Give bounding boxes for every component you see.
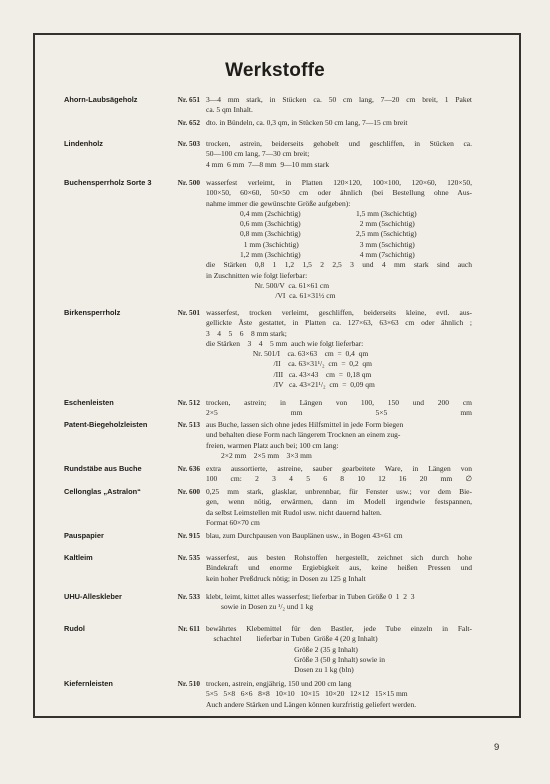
material-description: [206, 178, 472, 302]
thickness-option: 1,5 mm (3schichtig): [356, 208, 417, 218]
description-line: /IV ca. 43×21¹/₂ cm = 0,09 qm: [206, 380, 375, 390]
material-description: [206, 487, 472, 528]
material-entry: [64, 531, 472, 541]
material-entry: [64, 553, 472, 584]
description-line: trocken, astrein; in Längen von 100, 150 und 200 cm: [206, 398, 472, 407]
description-line: trocken, astrein, engjährig, 150 und 200 cm lang: [206, 679, 352, 688]
article-number: Nr. 600: [177, 487, 200, 496]
article-number: Nr. 512: [177, 398, 200, 407]
description-line: gellickte Äste gestattet, in Platten ca. 127×63, 63×63 cm oder ähnlich ;: [206, 318, 472, 328]
article-number: Nr. 501: [177, 308, 200, 317]
thickness-option: 1 mm (3schichtig): [240, 239, 299, 249]
material-entry: [64, 487, 472, 528]
description-line: nahme immer die gewünschte Größe aufgeben):: [206, 198, 351, 208]
material-entry: [64, 592, 472, 613]
page-title: Werkstoffe: [225, 60, 325, 81]
thickness-option: 4 mm (7schichtig): [356, 250, 415, 260]
description-line: freien, warmen Platz auch bei; 100 cm lang:: [206, 440, 339, 450]
material-entry: [64, 420, 472, 461]
description-line: sowie in Dosen zu ¹/₂ und 1 kg: [206, 602, 314, 612]
material-entry: [64, 95, 472, 116]
material-name: Patent-Biegeholzleisten: [64, 420, 148, 429]
description-line: in Zuschnitten wie folgt lieferbar:: [206, 270, 308, 280]
description-line: 5×5 5×8 6×6 8×8 10×10 10×15 10×20 12×12 15×15 mm: [206, 689, 408, 699]
material-name: Lindenholz: [64, 139, 103, 148]
material-entry: [64, 679, 472, 710]
material-name: UHU-Alleskleber: [64, 592, 122, 601]
description-line: Größe 2 (35 g Inhalt): [206, 644, 358, 654]
article-number: Nr. 652: [177, 118, 200, 127]
material-description: [206, 464, 472, 485]
description-line: Format 60×70 cm: [206, 517, 260, 527]
page-number: 9: [494, 742, 500, 753]
description-line: 3—4 mm stark, in Stücken ca. 50 cm lang, 7—20 cm breit, 1 Paket: [206, 95, 472, 104]
material-entry: [64, 624, 472, 675]
material-entry: [64, 308, 472, 390]
material-entry: [64, 178, 472, 302]
description-line: Nr. 500/V ca. 61×61 cm: [206, 280, 330, 290]
material-name: Eschenleisten: [64, 398, 114, 407]
article-number: Nr. 915: [177, 531, 200, 540]
article-number: Nr. 500: [177, 178, 200, 187]
description-line: die Stärken 0,8 1 1,2 1,5 2 2,5 3 und 4 mm stark sind auch: [206, 260, 472, 270]
article-number: Nr. 535: [177, 553, 200, 562]
thickness-option: 0,8 mm (3schichtig): [240, 229, 301, 239]
description-line: wasserfest, trocken verleimt, geschliffen, beiderseits kleine, evtl. aus-: [206, 308, 472, 317]
description-line: aus Buche, lassen sich ohne jedes Hilfsmittel in jede Form biegen: [206, 420, 404, 429]
material-name: Buchensperrholz Sorte 3: [64, 178, 152, 187]
material-entry: [64, 118, 472, 128]
material-description: [206, 679, 472, 710]
material-description: [206, 624, 472, 675]
material-name: Kaltleim: [64, 553, 93, 562]
description-line: 0,25 mm stark, glasklar, unbrennbar, für Fenster usw.; vor dem Bie-: [206, 487, 472, 496]
material-description: [206, 95, 472, 116]
description-line: dto. in Bündeln, ca. 0,3 qm, in Stücken 50 cm lang, 7—15 cm breit: [206, 118, 408, 127]
thickness-row: [206, 229, 472, 239]
description-line: da selbst Leimstellen mit Rudol usw. nicht dauernd halten.: [206, 507, 382, 517]
material-description: [206, 118, 472, 128]
description-line: und behalten diese Form nach längerem Trocknen an einem zug-: [206, 430, 401, 440]
description-line: 4 mm 6 mm 7—8 mm 9—10 mm stark: [206, 159, 330, 169]
description-line: /II ca. 63×31¹/₂ cm = 0,2 qm: [206, 359, 373, 369]
article-number: Nr. 513: [177, 420, 200, 429]
material-name: Cellonglas „Astralon“: [64, 487, 141, 496]
thickness-option: 0,6 mm (3schichtig): [240, 219, 301, 229]
thickness-row: [206, 240, 472, 250]
description-line: 2×5 mm 5×5 mm: [206, 408, 472, 418]
description-line: gen, wenn nötig, erwärmen, dann im Modell irgendwie festspannen,: [206, 497, 472, 507]
description-line: /III ca. 43×43 cm = 0,18 qm: [206, 369, 372, 379]
material-entry: [64, 398, 472, 419]
description-line: wasserfest, aus besten Rohstoffen hergestellt, zeichnet sich durch hohe: [206, 553, 472, 562]
material-description: [206, 531, 472, 541]
description-line: trocken, astrein, beiderseits gehobelt und geschliffen, in Stücken ca.: [206, 139, 472, 148]
thickness-option: 3 mm (5schichtig): [356, 239, 415, 249]
description-line: ca. 5 qm Inhalt.: [206, 105, 253, 115]
material-name: Ahorn-Laubsägeholz: [64, 95, 138, 104]
description-line: die Stärken 3 4 5 mm auch wie folgt lieferbar:: [206, 338, 364, 348]
description-line: 50—100 cm lang, 7—30 cm breit;: [206, 149, 310, 159]
description-line: wasserfest verleimt, in Platten 120×120, 100×100, 120×60, 120×50,: [206, 178, 472, 187]
description-line: Bindekraft und enorme Ergiebigkeit aus, keine heißen Pressen und: [206, 563, 472, 573]
material-description: [206, 308, 472, 390]
material-name: Birkensperrholz: [64, 308, 121, 317]
article-number: Nr. 510: [177, 679, 200, 688]
material-name: Rundstäbe aus Buche: [64, 464, 142, 473]
material-description: [206, 398, 472, 419]
thickness-option: 2 mm (5schichtig): [356, 219, 415, 229]
material-description: [206, 553, 472, 584]
description-line: Auch andere Stärken und Längen können kurzfristig geliefert werden.: [206, 699, 417, 709]
description-line: extra aussortierte, astreine, sauber gearbeitete Ware, in Längen von: [206, 464, 472, 473]
article-number: Nr. 503: [177, 139, 200, 148]
material-entry: [64, 464, 472, 485]
description-line: Nr. 501/I ca. 63×63 cm = 0,4 qm: [206, 349, 369, 359]
thickness-row: [206, 209, 472, 219]
article-number: Nr. 636: [177, 464, 200, 473]
article-number: Nr. 611: [177, 624, 200, 633]
description-line: kein hoher Preßdruck nötig; in Dosen zu 125 g Inhalt: [206, 573, 366, 583]
material-name: Pauspapier: [64, 531, 104, 540]
material-name: Kiefernleisten: [64, 679, 113, 688]
thickness-row: [206, 250, 472, 260]
description-line: schachtel lieferbar in Tuben Größe 4 (20 g Inhalt): [206, 634, 378, 644]
description-line: Dosen zu 1 kg (bln): [206, 665, 354, 675]
description-line: 3 4 5 6 8 mm stark;: [206, 328, 287, 338]
article-number: Nr. 533: [177, 592, 200, 601]
thickness-option: 0,4 mm (2schichtig): [240, 208, 301, 218]
description-line: 100×50, 60×60, 50×50 cm oder ähnlich (bei Bestellung ohne Aus-: [206, 188, 472, 198]
material-description: [206, 139, 472, 170]
description-line: 100 cm: 2 3 4 5 6 8 10 12 16 20 mm ∅: [206, 474, 472, 484]
material-entry: [64, 139, 472, 170]
thickness-row: [206, 219, 472, 229]
description-line: 2×2 mm 2×5 mm 3×3 mm: [206, 450, 312, 460]
description-line: blau, zum Durchpausen von Bauplänen usw., in Bogen 43×61 cm: [206, 531, 403, 540]
description-line: bewährtes Klebemittel für den Bastler, jede Tube einzeln in Falt-: [206, 624, 472, 633]
article-number: Nr. 651: [177, 95, 200, 104]
thickness-option: 2,5 mm (5schichtig): [356, 229, 417, 239]
material-description: [206, 592, 472, 613]
thickness-option: 1,2 mm (3schichtig): [240, 250, 301, 260]
material-description: [206, 420, 472, 461]
description-line: /VI ca. 61×31½ cm: [206, 291, 336, 301]
description-line: klebt, leimt, kittet alles wasserfest; lieferbar in Tuben Größe 0 1 2 3: [206, 592, 415, 601]
description-line: Größe 3 (50 g Inhalt) sowie in: [206, 654, 385, 664]
material-name: Rudol: [64, 624, 85, 633]
